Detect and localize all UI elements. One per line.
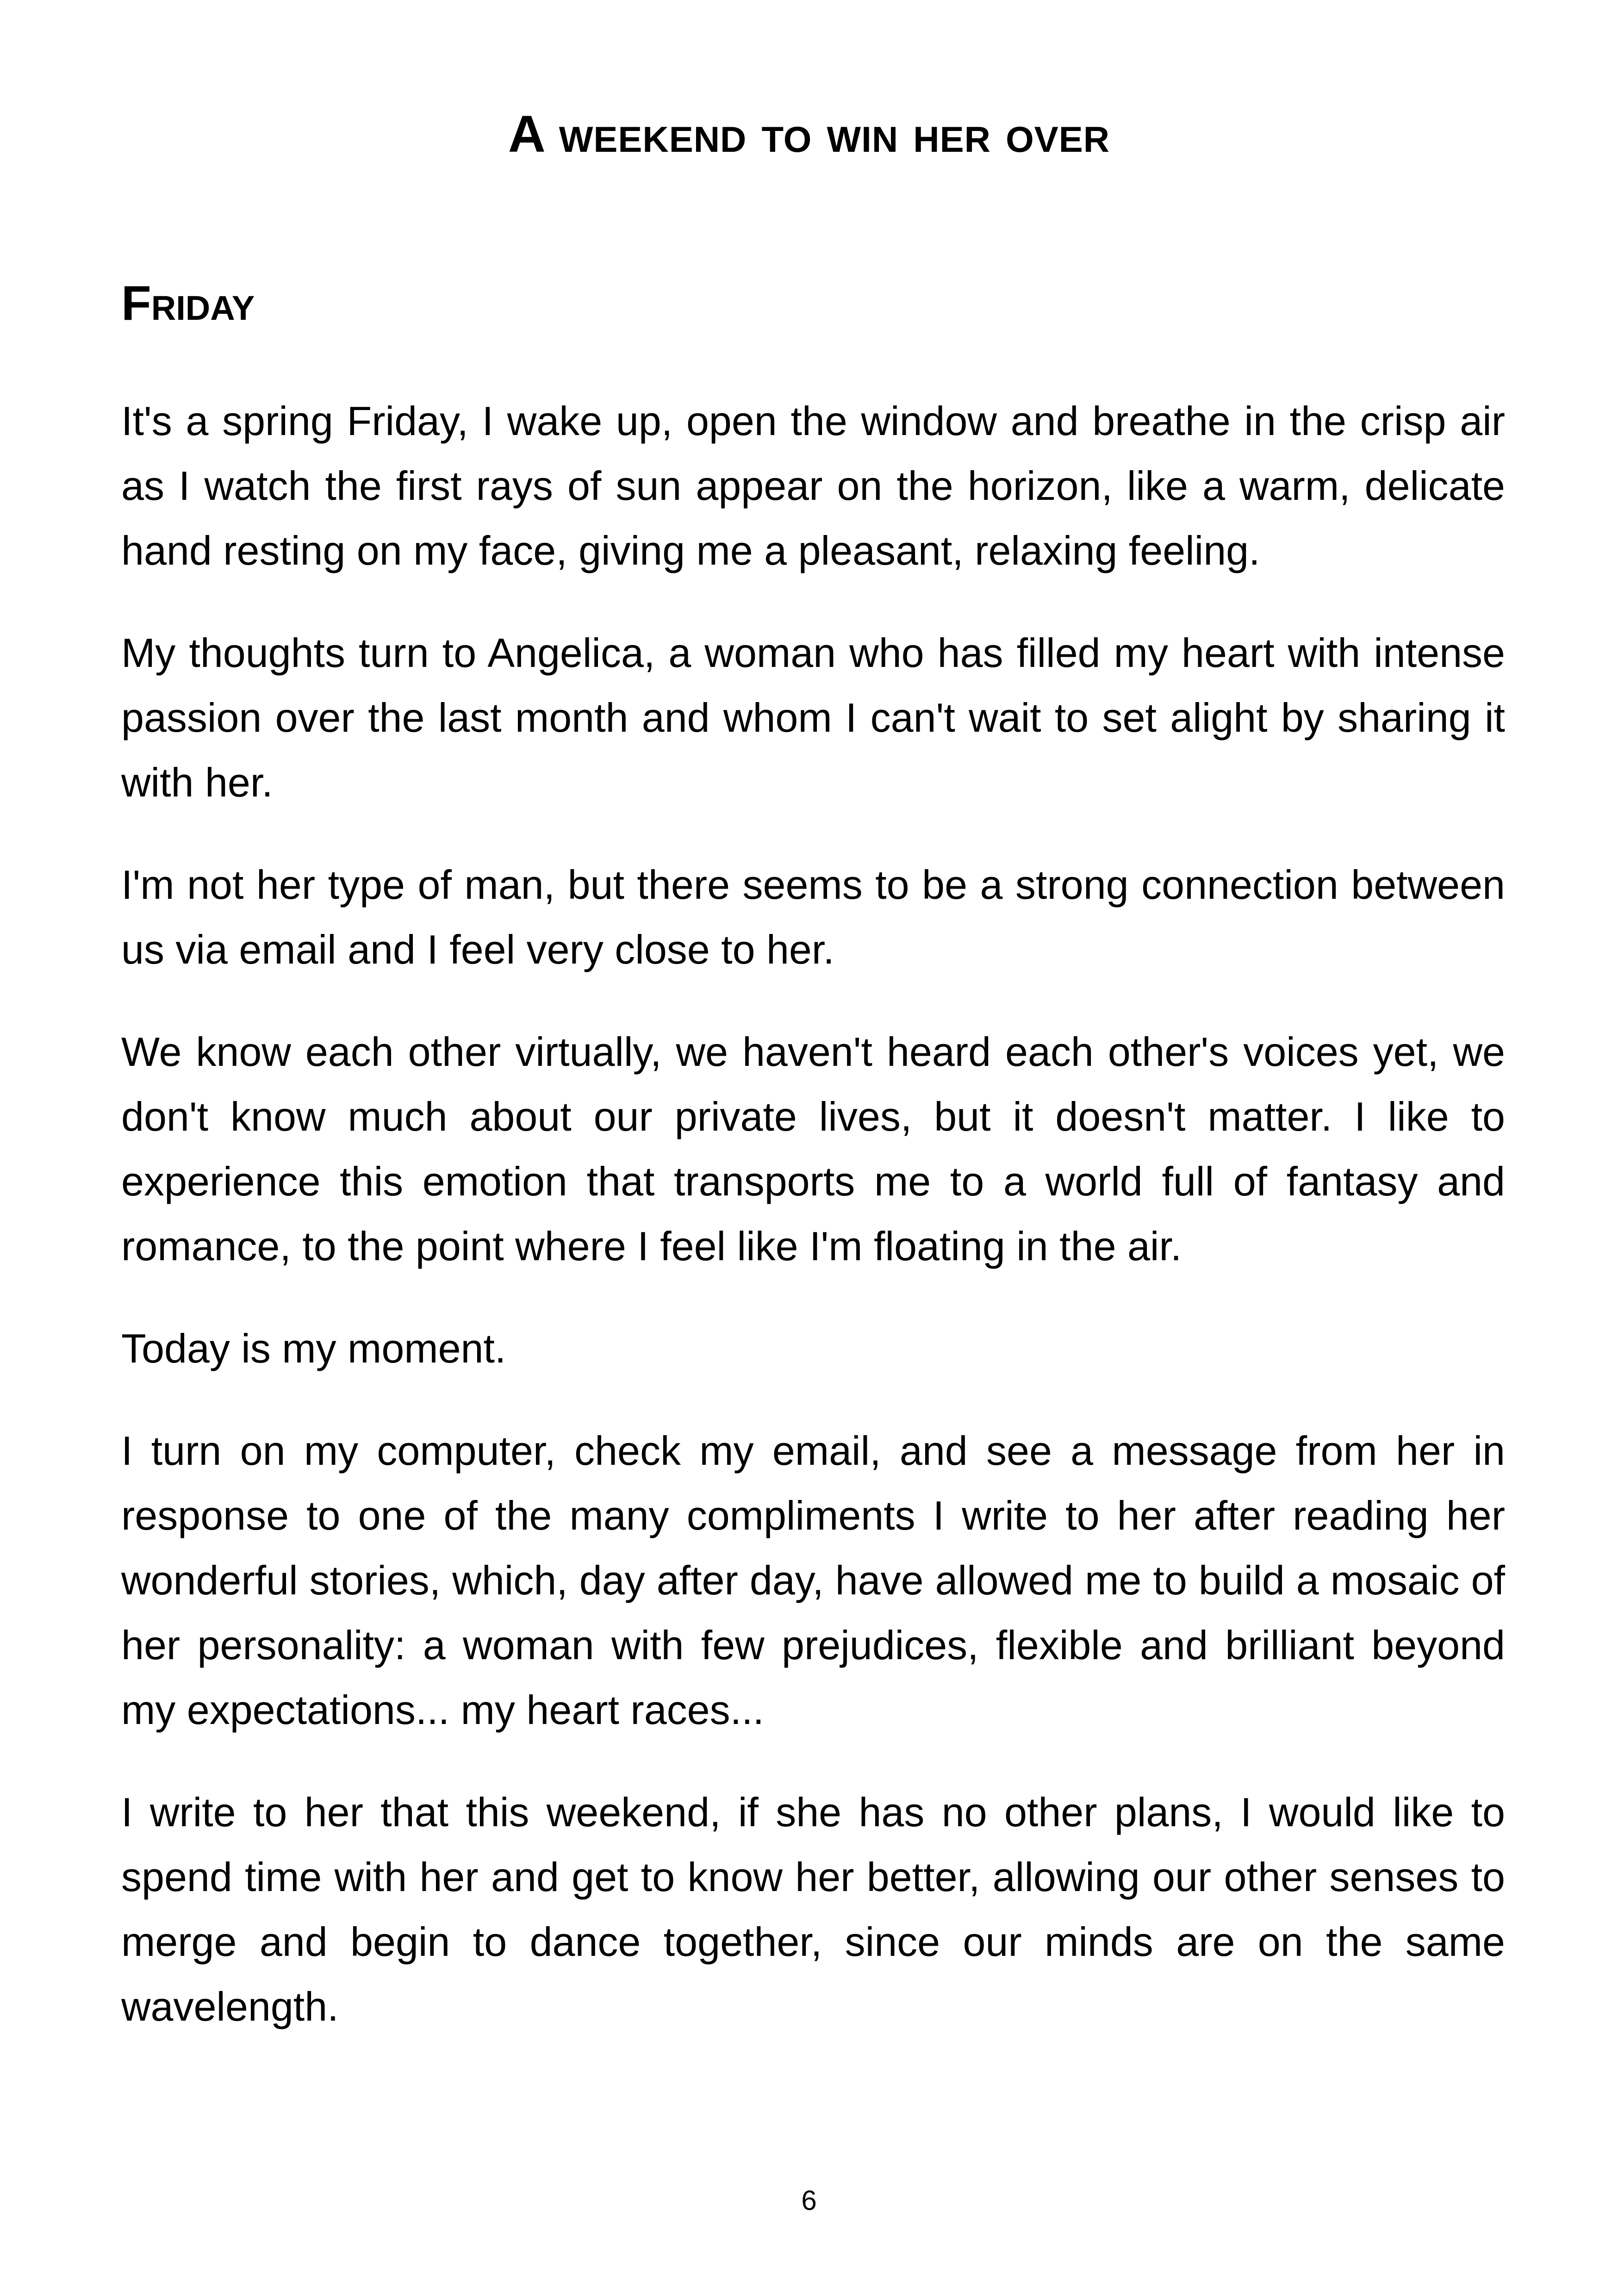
body-text [121, 389, 1505, 2077]
paragraph: It's a spring Friday, I wake up, open the window and breathe in the crisp air as I watch the first rays of sun appear on the horizon, like a warm, delicate hand resting on my face, giving me a pleasant, relaxing feeling. [121, 398, 1505, 573]
page-number: 6 [801, 2185, 817, 2216]
section-heading: Friday [121, 276, 255, 330]
paragraph: My thoughts turn to Angelica, a woman who has filled my heart with intense passion over the last month and whom I can't wait to set alight by sharing it with her. [121, 630, 1505, 805]
paragraph: We know each other virtually, we haven't heard each other's voices yet, we don't know much about our private lives, but it doesn't matter. I like to experience this emotion that transports me to a world full of fantasy and romance, to the point where I feel like I'm floating in the air. [121, 1029, 1505, 1269]
paragraph: Today is my moment. [121, 1325, 506, 1371]
page-title: A weekend to win her over [508, 105, 1110, 163]
paragraph: I turn on my computer, check my email, and see a message from her in response to one of the many compliments I write to her after reading her wonderful stories, which, day after day, have allowed me to build a mosaic of her personality: a woman with few prejudices, flexible and brilliant beyond my expectations... my heart races... [121, 1428, 1505, 1733]
paragraph: I'm not her type of man, but there seems to be a strong connection between us via email and I feel very close to her. [121, 862, 1505, 972]
paragraph: I write to her that this weekend, if she has no other plans, I would like to spend time with her and get to know her better, allowing our other senses to merge and begin to dance together, since our minds are on the same wavelength. [121, 1789, 1505, 2029]
